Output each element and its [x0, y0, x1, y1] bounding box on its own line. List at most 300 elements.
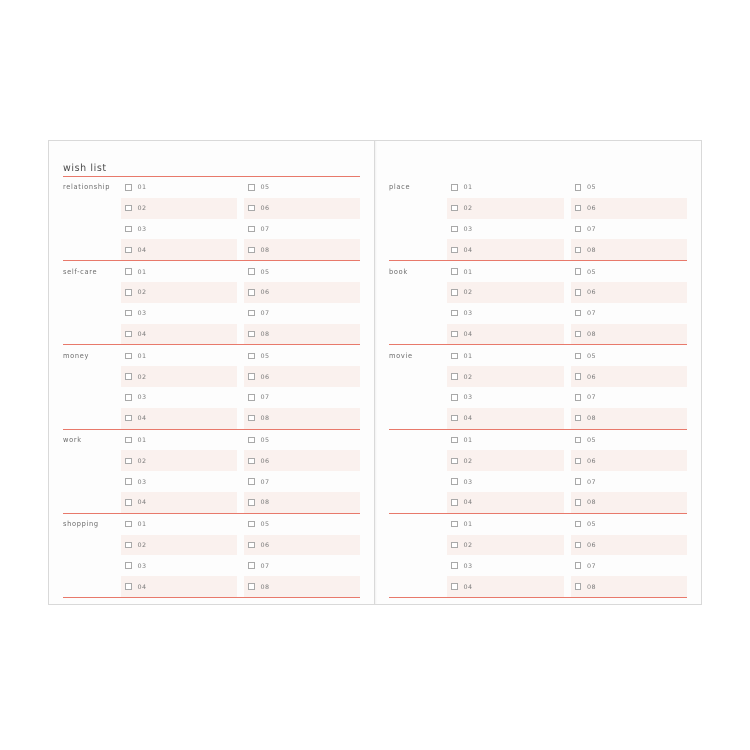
- wishlist-item[interactable]: [121, 324, 237, 345]
- checkbox-icon[interactable]: [575, 583, 582, 590]
- checkbox-icon[interactable]: [451, 268, 458, 275]
- wishlist-item[interactable]: [244, 492, 360, 513]
- checkbox-icon[interactable]: [125, 373, 132, 380]
- checkbox-icon[interactable]: [451, 562, 458, 569]
- checkbox-icon[interactable]: [125, 331, 132, 338]
- item-number: 07: [260, 393, 270, 402]
- checkbox-icon[interactable]: [248, 437, 255, 444]
- row-cells: [121, 450, 360, 471]
- item-number: 05: [587, 520, 596, 529]
- checkbox-icon[interactable]: [575, 184, 582, 191]
- wishlist-item[interactable]: [571, 177, 688, 198]
- checkbox-icon[interactable]: [451, 542, 458, 549]
- group-label-cell: [63, 387, 121, 408]
- item-number: 04: [463, 414, 473, 423]
- item-number: 07: [260, 477, 270, 486]
- item-number: 06: [260, 540, 270, 549]
- wishlist-item[interactable]: [571, 450, 688, 471]
- checkbox-icon[interactable]: [575, 458, 582, 465]
- wishlist-item[interactable]: [244, 450, 360, 471]
- right-page-content: [389, 159, 687, 590]
- checkbox-icon[interactable]: [248, 331, 255, 338]
- wishlist-item[interactable]: [571, 408, 688, 429]
- wishlist-item[interactable]: [244, 219, 360, 240]
- wishlist-item[interactable]: [447, 345, 564, 366]
- table-row: [389, 492, 687, 513]
- item-number: 02: [463, 288, 473, 297]
- checkbox-icon[interactable]: [248, 562, 255, 569]
- wishlist-item[interactable]: [121, 492, 237, 513]
- wishlist-item[interactable]: [447, 324, 564, 345]
- group-label-cell: [63, 303, 121, 324]
- group-label-cell: [389, 387, 447, 408]
- table-row: [389, 345, 687, 366]
- row-cells: [447, 324, 687, 345]
- wishlist-item[interactable]: [121, 239, 237, 260]
- wishlist-item[interactable]: [121, 408, 237, 429]
- checkbox-icon[interactable]: [248, 205, 255, 212]
- checkbox-icon[interactable]: [575, 268, 582, 275]
- group-label-cell: [389, 219, 447, 240]
- wishlist-item[interactable]: [447, 555, 564, 576]
- checkbox-icon[interactable]: [451, 331, 458, 338]
- checkbox-icon[interactable]: [575, 562, 582, 569]
- wishlist-item[interactable]: [244, 471, 360, 492]
- wishlist-item[interactable]: [571, 387, 688, 408]
- checkbox-icon[interactable]: [575, 247, 582, 254]
- wishlist-item[interactable]: [447, 408, 564, 429]
- checkbox-icon[interactable]: [125, 562, 132, 569]
- wishlist-item[interactable]: [571, 514, 688, 535]
- item-number: 04: [463, 498, 473, 507]
- wishlist-item[interactable]: [571, 261, 688, 282]
- checkbox-icon[interactable]: [575, 373, 582, 380]
- checkbox-icon[interactable]: [125, 394, 132, 401]
- wishlist-item[interactable]: [571, 555, 688, 576]
- table-row: [63, 576, 360, 597]
- wishlist-item[interactable]: [447, 471, 564, 492]
- wishlist-item[interactable]: [571, 303, 688, 324]
- wishlist-item[interactable]: [244, 387, 360, 408]
- wishlist-item[interactable]: [571, 198, 688, 219]
- right-page-title-spacer: [389, 159, 687, 177]
- wishlist-item[interactable]: [447, 514, 564, 535]
- item-number: 02: [137, 204, 147, 213]
- group-label-cell: [63, 555, 121, 576]
- item-number: 07: [587, 309, 596, 318]
- group-label-cell: [389, 198, 447, 219]
- item-number: 06: [587, 456, 596, 465]
- checkbox-icon[interactable]: [125, 583, 132, 590]
- group-label: relationship: [63, 183, 111, 192]
- row-cells: [121, 535, 360, 556]
- wishlist-item[interactable]: [571, 492, 688, 513]
- item-number: 02: [137, 372, 147, 381]
- item-number: 04: [463, 582, 473, 591]
- wishlist-item[interactable]: [447, 303, 564, 324]
- checkbox-icon[interactable]: [248, 394, 255, 401]
- wishlist-item[interactable]: [244, 239, 360, 260]
- checkbox-icon[interactable]: [575, 437, 582, 444]
- checkbox-icon[interactable]: [125, 289, 132, 296]
- row-cells: [447, 261, 687, 282]
- wishlist-item[interactable]: [244, 535, 360, 556]
- group-label-cell: [63, 471, 121, 492]
- wishlist-item[interactable]: [121, 366, 237, 387]
- item-number: 08: [260, 329, 270, 338]
- group-label: book: [389, 267, 408, 276]
- checkbox-icon[interactable]: [248, 373, 255, 380]
- wishlist-item[interactable]: [121, 345, 237, 366]
- table-row: [63, 387, 360, 408]
- checkbox-icon[interactable]: [575, 331, 582, 338]
- row-cells: [121, 177, 360, 198]
- wishlist-item[interactable]: [244, 177, 360, 198]
- item-number: 05: [587, 267, 596, 276]
- checkbox-icon[interactable]: [248, 521, 255, 528]
- group-label-cell: [389, 408, 447, 429]
- checkbox-icon[interactable]: [125, 521, 132, 528]
- item-number: 02: [137, 288, 147, 297]
- item-number: 02: [463, 456, 473, 465]
- wishlist-item[interactable]: [571, 471, 688, 492]
- row-cells: [447, 471, 687, 492]
- checkbox-icon[interactable]: [451, 353, 458, 360]
- checkbox-icon[interactable]: [125, 458, 132, 465]
- group-label-cell: [389, 303, 447, 324]
- checkbox-icon[interactable]: [451, 310, 458, 317]
- group-label-cell: [389, 576, 447, 597]
- wishlist-item[interactable]: [121, 555, 237, 576]
- checkbox-icon[interactable]: [575, 353, 582, 360]
- wishlist-item[interactable]: [447, 282, 564, 303]
- item-number: 01: [137, 351, 147, 360]
- row-cells: [121, 514, 360, 535]
- checkbox-icon[interactable]: [575, 521, 582, 528]
- wishlist-item[interactable]: [244, 303, 360, 324]
- wishlist-item[interactable]: [571, 239, 688, 260]
- group-label-cell: [389, 450, 447, 471]
- checkbox-icon[interactable]: [451, 247, 458, 254]
- group-label-cell: [389, 471, 447, 492]
- wishlist-group: [389, 514, 687, 598]
- checkbox-icon[interactable]: [125, 437, 132, 444]
- wishlist-item[interactable]: [447, 219, 564, 240]
- wishlist-item[interactable]: [571, 219, 688, 240]
- row-cells: [121, 555, 360, 576]
- wishlist-item[interactable]: [244, 408, 360, 429]
- wishlist-item[interactable]: [121, 430, 237, 451]
- group-label: movie: [389, 351, 413, 360]
- table-row: [389, 177, 687, 198]
- item-number: 03: [463, 309, 473, 318]
- group-label: self-care: [63, 267, 98, 276]
- row-cells: [447, 239, 687, 260]
- row-cells: [121, 282, 360, 303]
- group-label-cell: [63, 239, 121, 260]
- checkbox-icon[interactable]: [248, 415, 255, 422]
- row-cells: [447, 514, 687, 535]
- wishlist-item[interactable]: [121, 261, 237, 282]
- row-cells: [447, 450, 687, 471]
- checkbox-icon[interactable]: [451, 373, 458, 380]
- wishlist-item[interactable]: [447, 261, 564, 282]
- checkbox-icon[interactable]: [248, 478, 255, 485]
- wishlist-item[interactable]: [447, 366, 564, 387]
- table-row: [389, 387, 687, 408]
- item-number: 03: [463, 393, 473, 402]
- wishlist-item[interactable]: [121, 177, 237, 198]
- checkbox-icon[interactable]: [125, 247, 132, 254]
- wishlist-item[interactable]: [244, 514, 360, 535]
- checkbox-icon[interactable]: [125, 184, 132, 191]
- checkbox-icon[interactable]: [575, 226, 582, 233]
- wishlist-group: [389, 177, 687, 261]
- checkbox-icon[interactable]: [575, 310, 582, 317]
- checkbox-icon[interactable]: [248, 247, 255, 254]
- item-number: 05: [260, 267, 270, 276]
- item-number: 07: [587, 393, 596, 402]
- left-page-content: [63, 159, 360, 590]
- row-cells: [447, 492, 687, 513]
- table-row: [389, 324, 687, 345]
- checkbox-icon[interactable]: [125, 542, 132, 549]
- wishlist-item[interactable]: [244, 198, 360, 219]
- row-cells: [121, 219, 360, 240]
- checkbox-icon[interactable]: [451, 521, 458, 528]
- table-row: [63, 198, 360, 219]
- table-row: [63, 535, 360, 556]
- table-row: [63, 555, 360, 576]
- wishlist-group: [63, 514, 360, 598]
- item-number: 06: [587, 372, 596, 381]
- wishlist-item[interactable]: [447, 492, 564, 513]
- table-row: [63, 514, 360, 535]
- wishlist-item[interactable]: [244, 576, 360, 597]
- item-number: 04: [137, 329, 147, 338]
- wishlist-item[interactable]: [447, 387, 564, 408]
- item-number: 04: [137, 498, 147, 507]
- wishlist-item[interactable]: [571, 324, 688, 345]
- wishlist-item[interactable]: [244, 261, 360, 282]
- table-row: [63, 471, 360, 492]
- item-number: 04: [463, 329, 473, 338]
- checkbox-icon[interactable]: [125, 310, 132, 317]
- checkbox-icon[interactable]: [248, 542, 255, 549]
- checkbox-icon[interactable]: [248, 583, 255, 590]
- group-label-cell: [63, 450, 121, 471]
- wishlist-group: [63, 177, 360, 261]
- table-row: [63, 177, 360, 198]
- checkbox-icon[interactable]: [575, 394, 582, 401]
- wishlist-item[interactable]: [447, 177, 564, 198]
- item-number: 03: [137, 561, 147, 570]
- wishlist-item[interactable]: [244, 324, 360, 345]
- wishlist-item[interactable]: [447, 239, 564, 260]
- checkbox-icon[interactable]: [575, 478, 582, 485]
- wishlist-item[interactable]: [447, 430, 564, 451]
- group-label-cell: [389, 239, 447, 260]
- checkbox-icon[interactable]: [451, 205, 458, 212]
- checkbox-icon[interactable]: [125, 353, 132, 360]
- checkbox-icon[interactable]: [125, 478, 132, 485]
- item-number: 05: [587, 435, 596, 444]
- wishlist-item[interactable]: [571, 345, 688, 366]
- wishlist-item[interactable]: [121, 535, 237, 556]
- checkbox-icon[interactable]: [248, 499, 255, 506]
- table-row: [63, 239, 360, 260]
- checkbox-icon[interactable]: [575, 205, 582, 212]
- checkbox-icon[interactable]: [125, 499, 132, 506]
- wishlist-item[interactable]: [447, 576, 564, 597]
- checkbox-icon[interactable]: [575, 289, 582, 296]
- table-row: [389, 471, 687, 492]
- wishlist-item[interactable]: [121, 219, 237, 240]
- item-number: 08: [587, 414, 596, 423]
- table-row: [389, 303, 687, 324]
- checkbox-icon[interactable]: [451, 478, 458, 485]
- table-row: [389, 576, 687, 597]
- checkbox-icon[interactable]: [575, 542, 582, 549]
- item-number: 08: [260, 582, 270, 591]
- group-label-cell: [389, 492, 447, 513]
- group-label-cell: [63, 324, 121, 345]
- checkbox-icon[interactable]: [451, 458, 458, 465]
- wishlist-item[interactable]: [447, 535, 564, 556]
- item-number: 07: [587, 224, 596, 233]
- row-cells: [121, 303, 360, 324]
- group-label-cell: [63, 345, 121, 366]
- wishlist-item[interactable]: [121, 282, 237, 303]
- item-number: 08: [260, 414, 270, 423]
- table-row: [63, 408, 360, 429]
- wishlist-item[interactable]: [571, 366, 688, 387]
- item-number: 01: [137, 267, 147, 276]
- checkbox-icon[interactable]: [125, 226, 132, 233]
- item-number: 02: [137, 540, 147, 549]
- checkbox-icon[interactable]: [451, 226, 458, 233]
- checkbox-icon[interactable]: [451, 583, 458, 590]
- wishlist-item[interactable]: [447, 450, 564, 471]
- item-number: 01: [463, 520, 473, 529]
- item-number: 07: [260, 309, 270, 318]
- table-row: [389, 555, 687, 576]
- table-row: [389, 514, 687, 535]
- checkbox-icon[interactable]: [451, 184, 458, 191]
- checkbox-icon[interactable]: [125, 415, 132, 422]
- group-label-cell: [63, 219, 121, 240]
- row-cells: [447, 366, 687, 387]
- wishlist-item[interactable]: [121, 198, 237, 219]
- wishlist-group: [389, 261, 687, 345]
- table-row: [63, 282, 360, 303]
- checkbox-icon[interactable]: [451, 289, 458, 296]
- row-cells: [447, 555, 687, 576]
- wishlist-item[interactable]: [244, 282, 360, 303]
- row-cells: [447, 303, 687, 324]
- checkbox-icon[interactable]: [248, 289, 255, 296]
- wishlist-item[interactable]: [447, 198, 564, 219]
- item-number: 07: [587, 561, 596, 570]
- item-number: 02: [137, 456, 147, 465]
- checkbox-icon[interactable]: [451, 394, 458, 401]
- page-title-row: [63, 159, 360, 177]
- row-cells: [121, 492, 360, 513]
- checkbox-icon[interactable]: [248, 353, 255, 360]
- checkbox-icon[interactable]: [451, 415, 458, 422]
- checkbox-icon[interactable]: [575, 415, 582, 422]
- table-row: [63, 345, 360, 366]
- table-row: [389, 198, 687, 219]
- checkbox-icon[interactable]: [248, 226, 255, 233]
- wishlist-item[interactable]: [244, 430, 360, 451]
- row-cells: [121, 408, 360, 429]
- group-label-cell: [389, 282, 447, 303]
- wishlist-item[interactable]: [121, 576, 237, 597]
- item-number: 02: [463, 540, 473, 549]
- wishlist-item[interactable]: [571, 576, 688, 597]
- item-number: 03: [137, 393, 147, 402]
- wishlist-item[interactable]: [121, 514, 237, 535]
- checkbox-icon[interactable]: [248, 310, 255, 317]
- wishlist-item[interactable]: [121, 303, 237, 324]
- row-cells: [447, 576, 687, 597]
- group-label-cell: [63, 261, 121, 282]
- checkbox-icon[interactable]: [575, 499, 582, 506]
- table-row: [389, 366, 687, 387]
- item-number: 03: [463, 477, 473, 486]
- checkbox-icon[interactable]: [451, 437, 458, 444]
- row-cells: [121, 345, 360, 366]
- wishlist-item[interactable]: [571, 430, 688, 451]
- item-number: 01: [463, 267, 473, 276]
- checkbox-icon[interactable]: [451, 499, 458, 506]
- item-number: 08: [260, 498, 270, 507]
- checkbox-icon[interactable]: [125, 268, 132, 275]
- wishlist-item[interactable]: [121, 450, 237, 471]
- item-number: 04: [137, 245, 147, 254]
- table-row: [389, 408, 687, 429]
- wishlist-item[interactable]: [244, 345, 360, 366]
- item-number: 04: [137, 582, 147, 591]
- group-label: shopping: [63, 520, 99, 529]
- wishlist-item[interactable]: [244, 366, 360, 387]
- row-cells: [447, 198, 687, 219]
- row-cells: [121, 387, 360, 408]
- item-number: 07: [260, 224, 270, 233]
- wishlist-item[interactable]: [571, 282, 688, 303]
- wishlist-group: [63, 430, 360, 514]
- group-label-cell: [63, 492, 121, 513]
- checkbox-icon[interactable]: [248, 268, 255, 275]
- checkbox-icon[interactable]: [248, 458, 255, 465]
- wishlist-item[interactable]: [244, 555, 360, 576]
- table-row: [389, 219, 687, 240]
- wishlist-group: [63, 345, 360, 429]
- item-number: 03: [463, 561, 473, 570]
- item-number: 06: [260, 456, 270, 465]
- wishlist-item[interactable]: [121, 471, 237, 492]
- wishlist-item[interactable]: [121, 387, 237, 408]
- checkbox-icon[interactable]: [248, 184, 255, 191]
- row-cells: [121, 576, 360, 597]
- wishlist-item[interactable]: [571, 535, 688, 556]
- item-number: 06: [587, 204, 596, 213]
- item-number: 03: [137, 309, 147, 318]
- checkbox-icon[interactable]: [125, 205, 132, 212]
- table-row: [389, 430, 687, 451]
- group-label-cell: [389, 324, 447, 345]
